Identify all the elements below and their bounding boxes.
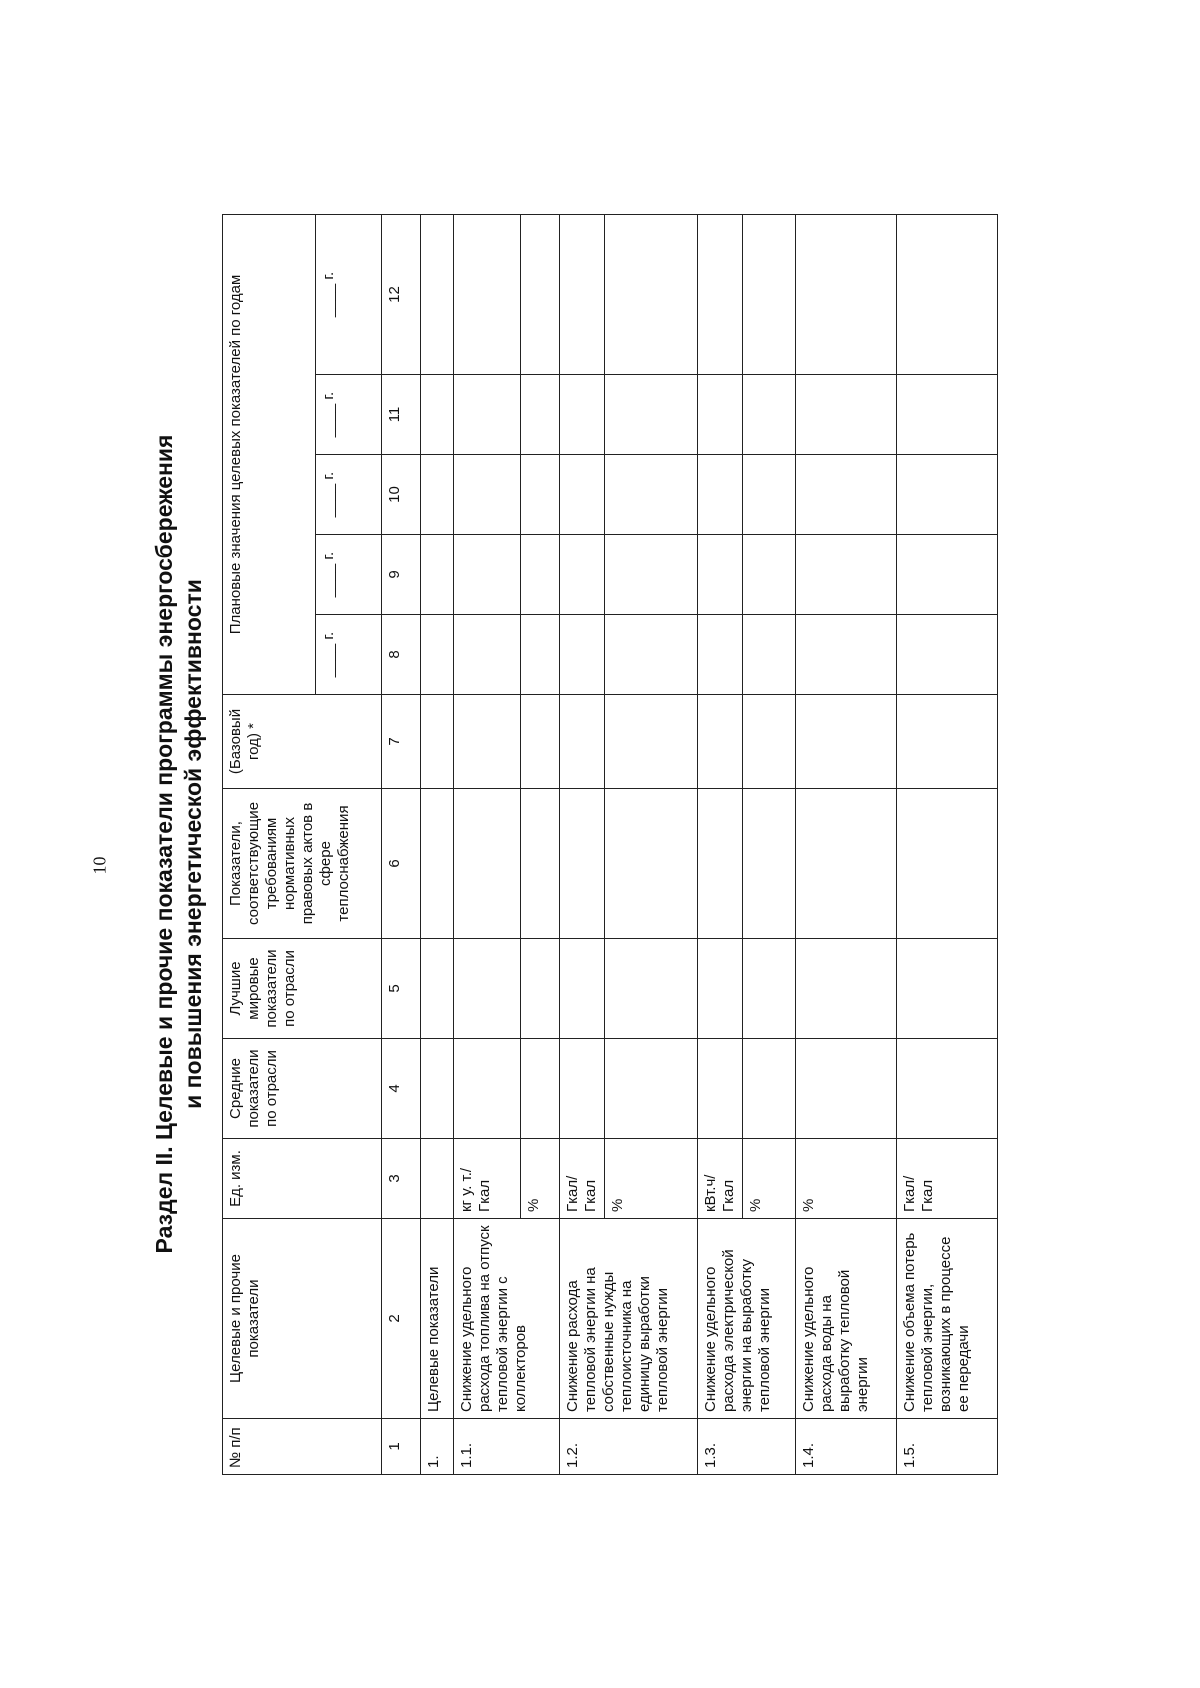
row-unit: % [743, 1139, 796, 1219]
section-title [150, 0, 208, 1688]
column-number: 1 [382, 1419, 421, 1475]
year-cell: ____ г. [316, 535, 382, 615]
section-row [421, 214, 454, 1474]
row-unit: кг у. т./Гкал [454, 1139, 521, 1219]
table-row [796, 214, 897, 1474]
header-unit: Ед. изм. [223, 1139, 382, 1219]
column-number: 11 [382, 375, 421, 455]
row-unit: % [796, 1139, 897, 1219]
title-line-1: Раздел II. Целевые и прочие показатели программы энергосбережения [151, 434, 177, 1254]
column-number: 4 [382, 1039, 421, 1139]
row-number: 1.3. [698, 1419, 796, 1475]
row-indicator: Снижение удельного расхода электрической энергии на выработку тепловой энергии [698, 1219, 796, 1419]
table-row [897, 214, 998, 1474]
row-unit: кВт.ч/Гкал [698, 1139, 743, 1219]
table-row [560, 214, 605, 1474]
indicators-table [222, 214, 998, 1475]
row-indicator: Снижение удельного расхода топлива на отпуск тепловой энергии с коллекторов [454, 1219, 560, 1419]
row-unit: Гкал/Гкал [897, 1139, 998, 1219]
column-number: 3 [382, 1139, 421, 1219]
title-line-2: и повышения энергетической эффективности [180, 579, 206, 1109]
row-number: 1. [421, 1419, 454, 1475]
row-number: 1.5. [897, 1419, 998, 1475]
row-number: 1.4. [796, 1419, 897, 1475]
row-indicator: Снижение объема потерь тепловой энергии, возникающих в процессе ее передачи [897, 1219, 998, 1419]
year-cell: ____ г. [316, 455, 382, 535]
row-indicator: Снижение удельного расхода воды на выработку тепловой энергии [796, 1219, 897, 1419]
row-unit: % [605, 1139, 698, 1219]
header-indicator: Целевые и прочие показатели [223, 1219, 382, 1419]
year-cell: ____ г. [316, 615, 382, 695]
header-average: Средние показатели по отрасли [223, 1039, 382, 1139]
table-row [698, 214, 743, 1474]
header-row [223, 214, 316, 1474]
column-number: 8 [382, 615, 421, 695]
column-number-row [382, 214, 421, 1474]
header-best: Лучшие мировые показатели по отрасли [223, 939, 382, 1039]
row-indicator: Снижение расхода тепловой энергии на собственные нужды теплоисточника на единицу выработки тепловой энергии [560, 1219, 698, 1419]
row-unit: Гкал/Гкал [560, 1139, 605, 1219]
column-number: 5 [382, 939, 421, 1039]
header-num: № п/п [223, 1419, 382, 1475]
table-row [454, 214, 521, 1474]
column-number: 12 [382, 214, 421, 374]
page-number: 10 [89, 856, 110, 875]
year-cell: ____ г. [316, 375, 382, 455]
column-number: 9 [382, 535, 421, 615]
row-number: 1.1. [454, 1419, 560, 1475]
row-number: 1.2. [560, 1419, 698, 1475]
header-base-year: (Базовый год) * [223, 695, 382, 789]
column-number: 10 [382, 455, 421, 535]
header-normative: Показатели, соответствующие требованиям нормативных правовых актов в сфере теплоснабжения [223, 789, 382, 939]
row-indicator: Целевые показатели [421, 1219, 454, 1419]
header-plan: Плановые значения целевых показателей по годам [223, 214, 316, 694]
year-cell: ____ г. [316, 214, 382, 374]
row-unit: % [521, 1139, 560, 1219]
column-number: 2 [382, 1219, 421, 1419]
column-number: 6 [382, 789, 421, 939]
column-number: 7 [382, 695, 421, 789]
